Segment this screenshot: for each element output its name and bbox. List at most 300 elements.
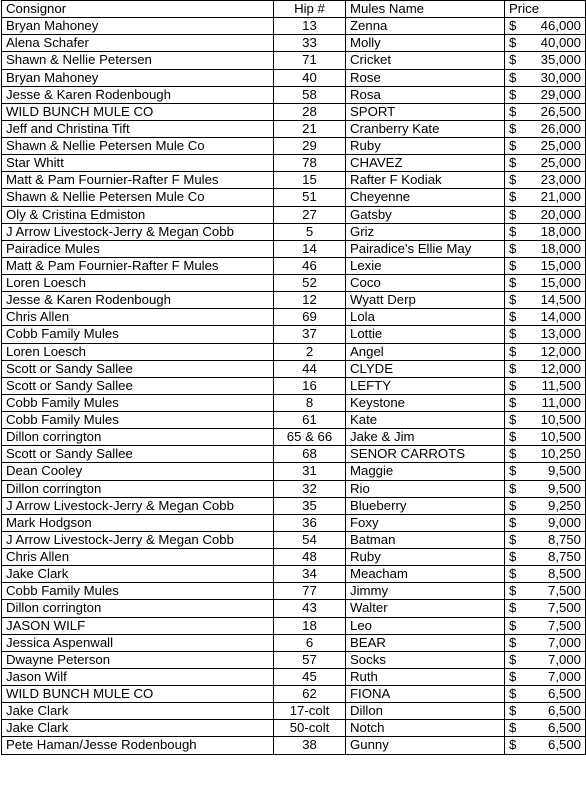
currency-symbol: $ [509, 514, 517, 530]
mule-name-cell: CHAVEZ [346, 155, 505, 172]
mule-name-cell: Lola [346, 309, 505, 326]
price-amount: 30,000 [540, 69, 581, 85]
consignor-cell: Loren Loesch [2, 275, 274, 292]
price-cell [505, 223, 586, 240]
price-amount: 13,000 [540, 326, 581, 342]
hip-cell: 37 [274, 326, 346, 343]
consignor-cell: Jake Clark [2, 720, 274, 737]
table-row [2, 206, 586, 223]
consignor-cell: Scott or Sandy Sallee [2, 446, 274, 463]
mule-name-cell: SPORT [346, 103, 505, 120]
price-cell [505, 737, 586, 754]
consignor-cell: Cobb Family Mules [2, 394, 274, 411]
price-cell [505, 514, 586, 531]
currency-symbol: $ [509, 275, 517, 291]
price-amount: 8,750 [547, 549, 581, 565]
price-amount: 12,000 [540, 343, 581, 359]
mule-name-cell: Jimmy [346, 583, 505, 600]
currency-symbol: $ [509, 703, 517, 719]
currency-symbol: $ [509, 446, 517, 462]
price-amount: 40,000 [540, 35, 581, 51]
price-cell [505, 69, 586, 86]
currency-symbol: $ [509, 412, 517, 428]
hip-cell: 61 [274, 412, 346, 429]
price-cell [505, 240, 586, 257]
table-row [2, 531, 586, 548]
consignor-cell: Chris Allen [2, 549, 274, 566]
hip-cell: 6 [274, 634, 346, 651]
mule-name-cell: Keystone [346, 394, 505, 411]
consignor-cell: Dwayne Peterson [2, 651, 274, 668]
price-cell [505, 103, 586, 120]
price-cell [505, 377, 586, 394]
hip-cell: 40 [274, 69, 346, 86]
hip-cell: 32 [274, 480, 346, 497]
currency-symbol: $ [509, 549, 517, 565]
hip-cell: 21 [274, 120, 346, 137]
price-amount: 10,250 [540, 446, 581, 462]
mule-name-cell: Rosa [346, 86, 505, 103]
currency-symbol: $ [509, 566, 517, 582]
price-cell [505, 446, 586, 463]
hip-cell: 52 [274, 275, 346, 292]
price-cell [505, 155, 586, 172]
currency-symbol: $ [509, 35, 517, 51]
hip-cell: 2 [274, 343, 346, 360]
table-row [2, 326, 586, 343]
mule-name-cell: Maggie [346, 463, 505, 480]
hip-cell: 65 & 66 [274, 429, 346, 446]
hip-cell: 34 [274, 566, 346, 583]
mule-name-cell: Lexie [346, 257, 505, 274]
currency-symbol: $ [509, 138, 517, 154]
price-cell [505, 86, 586, 103]
price-amount: 11,500 [541, 377, 581, 393]
table-row [2, 617, 586, 634]
price-amount: 8,500 [547, 566, 581, 582]
currency-symbol: $ [509, 189, 517, 205]
price-amount: 6,500 [547, 720, 581, 736]
mule-name-cell: Coco [346, 275, 505, 292]
mule-name-cell: Jake & Jim [346, 429, 505, 446]
price-amount: 29,000 [540, 86, 581, 102]
mule-name-cell: Gunny [346, 737, 505, 754]
currency-symbol: $ [509, 172, 517, 188]
hip-cell: 28 [274, 103, 346, 120]
price-amount: 10,500 [540, 429, 581, 445]
mule-name-cell: FIONA [346, 686, 505, 703]
price-cell [505, 138, 586, 155]
currency-symbol: $ [509, 18, 517, 34]
mule-name-cell: Pairadice's Ellie May [346, 240, 505, 257]
currency-symbol: $ [509, 651, 517, 667]
table-row [2, 394, 586, 411]
hip-cell: 12 [274, 292, 346, 309]
price-cell [505, 326, 586, 343]
price-cell [505, 531, 586, 548]
header-mule-name: Mules Name [346, 1, 505, 18]
consignor-cell: Chris Allen [2, 309, 274, 326]
price-amount: 9,500 [547, 463, 581, 479]
price-cell [505, 549, 586, 566]
consignor-cell: Cobb Family Mules [2, 583, 274, 600]
table-row [2, 651, 586, 668]
price-cell [505, 189, 586, 206]
mule-name-cell: BEAR [346, 634, 505, 651]
mule-name-cell: Ruth [346, 668, 505, 685]
mule-name-cell: Zenna [346, 18, 505, 35]
price-amount: 6,500 [547, 737, 581, 753]
hip-cell: 51 [274, 189, 346, 206]
header-hip: Hip # [274, 1, 346, 18]
table-row [2, 720, 586, 737]
price-cell [505, 651, 586, 668]
header-consignor: Consignor [2, 1, 274, 18]
table-row [2, 480, 586, 497]
table-header [2, 1, 586, 18]
price-amount: 7,000 [547, 651, 581, 667]
currency-symbol: $ [509, 86, 517, 102]
hip-cell: 38 [274, 737, 346, 754]
currency-symbol: $ [509, 377, 517, 393]
currency-symbol: $ [509, 463, 517, 479]
mule-name-cell: SENOR CARROTS [346, 446, 505, 463]
consignor-cell: Star Whitt [2, 155, 274, 172]
table-row [2, 292, 586, 309]
hip-cell: 33 [274, 35, 346, 52]
mule-name-cell: Cheyenne [346, 189, 505, 206]
table-row [2, 189, 586, 206]
currency-symbol: $ [509, 617, 517, 633]
currency-symbol: $ [509, 69, 517, 85]
table-row [2, 172, 586, 189]
currency-symbol: $ [509, 737, 517, 753]
mule-name-cell: Wyatt Derp [346, 292, 505, 309]
consignor-cell: Jake Clark [2, 703, 274, 720]
mule-name-cell: Rafter F Kodiak [346, 172, 505, 189]
consignor-cell: Jessica Aspenwall [2, 634, 274, 651]
price-amount: 25,000 [540, 138, 581, 154]
hip-cell: 57 [274, 651, 346, 668]
price-amount: 21,000 [540, 189, 581, 205]
hip-cell: 58 [274, 86, 346, 103]
price-cell [505, 275, 586, 292]
currency-symbol: $ [509, 103, 517, 119]
table-row [2, 343, 586, 360]
hip-cell: 44 [274, 360, 346, 377]
price-cell [505, 480, 586, 497]
table-row [2, 497, 586, 514]
consignor-cell: Dillon corrington [2, 429, 274, 446]
table-row [2, 446, 586, 463]
consignor-cell: Shawn & Nellie Petersen [2, 52, 274, 69]
price-cell [505, 412, 586, 429]
currency-symbol: $ [509, 223, 517, 239]
currency-symbol: $ [509, 292, 517, 308]
mule-name-cell: Gatsby [346, 206, 505, 223]
price-amount: 18,000 [540, 223, 581, 239]
price-cell [505, 292, 586, 309]
price-amount: 26,500 [540, 103, 581, 119]
mule-name-cell: Angel [346, 343, 505, 360]
hip-cell: 16 [274, 377, 346, 394]
price-cell [505, 206, 586, 223]
consignor-cell: Bryan Mahoney [2, 18, 274, 35]
consignor-cell: Scott or Sandy Sallee [2, 377, 274, 394]
table-row [2, 120, 586, 137]
table-row [2, 686, 586, 703]
hip-cell: 14 [274, 240, 346, 257]
price-amount: 26,000 [540, 120, 581, 136]
currency-symbol: $ [509, 394, 517, 410]
hip-cell: 8 [274, 394, 346, 411]
currency-symbol: $ [509, 686, 517, 702]
hip-cell: 48 [274, 549, 346, 566]
consignor-cell: Loren Loesch [2, 343, 274, 360]
mule-name-cell: Walter [346, 600, 505, 617]
mule-name-cell: Griz [346, 223, 505, 240]
hip-cell: 69 [274, 309, 346, 326]
table-row [2, 514, 586, 531]
consignor-cell: Matt & Pam Fournier-Rafter F Mules [2, 257, 274, 274]
mule-name-cell: Foxy [346, 514, 505, 531]
table-row [2, 566, 586, 583]
hip-cell: 36 [274, 514, 346, 531]
consignor-cell: Pete Haman/Jesse Rodenbough [2, 737, 274, 754]
consignor-cell: J Arrow Livestock-Jerry & Megan Cobb [2, 497, 274, 514]
mule-name-cell: Molly [346, 35, 505, 52]
table-row [2, 412, 586, 429]
table-row [2, 549, 586, 566]
price-amount: 46,000 [540, 18, 581, 34]
mule-name-cell: CLYDE [346, 360, 505, 377]
hip-cell: 5 [274, 223, 346, 240]
table-row [2, 737, 586, 754]
table-row [2, 155, 586, 172]
consignor-cell: Jesse & Karen Rodenbough [2, 292, 274, 309]
table-row [2, 52, 586, 69]
price-amount: 7,500 [547, 600, 581, 616]
price-cell [505, 583, 586, 600]
table-row [2, 463, 586, 480]
mule-name-cell: Batman [346, 531, 505, 548]
hip-cell: 31 [274, 463, 346, 480]
price-cell [505, 566, 586, 583]
table-row [2, 634, 586, 651]
mule-name-cell: Meacham [346, 566, 505, 583]
currency-symbol: $ [509, 326, 517, 342]
table-row [2, 377, 586, 394]
table-row [2, 583, 586, 600]
consignor-cell: Scott or Sandy Sallee [2, 360, 274, 377]
currency-symbol: $ [509, 257, 517, 273]
hip-cell: 45 [274, 668, 346, 685]
table-row [2, 86, 586, 103]
table-row [2, 103, 586, 120]
table-row [2, 69, 586, 86]
table-row [2, 703, 586, 720]
currency-symbol: $ [509, 634, 517, 650]
consignor-cell: Matt & Pam Fournier-Rafter F Mules [2, 172, 274, 189]
table-row [2, 275, 586, 292]
price-cell [505, 617, 586, 634]
hip-cell: 68 [274, 446, 346, 463]
mule-name-cell: Notch [346, 720, 505, 737]
hip-cell: 29 [274, 138, 346, 155]
table-row [2, 360, 586, 377]
mule-name-cell: Cricket [346, 52, 505, 69]
hip-cell: 71 [274, 52, 346, 69]
price-amount: 12,000 [540, 360, 581, 376]
price-amount: 15,000 [540, 257, 581, 273]
mule-name-cell: Cranberry Kate [346, 120, 505, 137]
price-cell [505, 172, 586, 189]
currency-symbol: $ [509, 497, 517, 513]
price-amount: 25,000 [540, 155, 581, 171]
consignor-cell: Jake Clark [2, 566, 274, 583]
consignor-cell: J Arrow Livestock-Jerry & Megan Cobb [2, 531, 274, 548]
consignor-cell: Jeff and Christina Tift [2, 120, 274, 137]
currency-symbol: $ [509, 600, 517, 616]
currency-symbol: $ [509, 720, 517, 736]
price-amount: 14,500 [540, 292, 581, 308]
price-cell [505, 360, 586, 377]
table-row [2, 138, 586, 155]
currency-symbol: $ [509, 583, 517, 599]
mule-name-cell: Ruby [346, 549, 505, 566]
hip-cell: 35 [274, 497, 346, 514]
consignor-cell: Cobb Family Mules [2, 412, 274, 429]
price-cell [505, 720, 586, 737]
consignor-cell: Shawn & Nellie Petersen Mule Co [2, 189, 274, 206]
table-row [2, 429, 586, 446]
price-amount: 14,000 [540, 309, 581, 325]
table-row [2, 309, 586, 326]
consignor-cell: Bryan Mahoney [2, 69, 274, 86]
mule-name-cell: Lottie [346, 326, 505, 343]
price-amount: 6,500 [547, 686, 581, 702]
mule-name-cell: Blueberry [346, 497, 505, 514]
consignor-cell: Jesse & Karen Rodenbough [2, 86, 274, 103]
table-row [2, 18, 586, 35]
price-cell [505, 18, 586, 35]
price-amount: 18,000 [540, 240, 581, 256]
table-row [2, 35, 586, 52]
hip-cell: 77 [274, 583, 346, 600]
table-row [2, 257, 586, 274]
price-amount: 23,000 [540, 172, 581, 188]
hip-cell: 18 [274, 617, 346, 634]
table-row [2, 668, 586, 685]
price-amount: 8,750 [547, 531, 581, 547]
consignor-cell: WILD BUNCH MULE CO [2, 103, 274, 120]
consignor-cell: JASON WILF [2, 617, 274, 634]
price-amount: 7,000 [547, 668, 581, 684]
hip-cell: 50-colt [274, 720, 346, 737]
mule-name-cell: Socks [346, 651, 505, 668]
hip-cell: 46 [274, 257, 346, 274]
currency-symbol: $ [509, 120, 517, 136]
price-amount: 7,500 [547, 617, 581, 633]
table-row [2, 223, 586, 240]
consignor-cell: Shawn & Nellie Petersen Mule Co [2, 138, 274, 155]
mule-name-cell: Leo [346, 617, 505, 634]
hip-cell: 62 [274, 686, 346, 703]
consignor-cell: Dillon corrington [2, 600, 274, 617]
price-cell [505, 309, 586, 326]
currency-symbol: $ [509, 206, 517, 222]
price-cell [505, 257, 586, 274]
price-amount: 9,500 [547, 480, 581, 496]
currency-symbol: $ [509, 429, 517, 445]
consignor-cell: Jason Wilf [2, 668, 274, 685]
mule-name-cell: Ruby [346, 138, 505, 155]
consignor-cell: Cobb Family Mules [2, 326, 274, 343]
hip-cell: 17-colt [274, 703, 346, 720]
price-cell [505, 463, 586, 480]
hip-cell: 78 [274, 155, 346, 172]
consignor-cell: Mark Hodgson [2, 514, 274, 531]
currency-symbol: $ [509, 240, 517, 256]
header-price: Price [505, 1, 586, 18]
consignor-cell: Dean Cooley [2, 463, 274, 480]
mule-name-cell: Rose [346, 69, 505, 86]
price-amount: 20,000 [540, 206, 581, 222]
currency-symbol: $ [509, 309, 517, 325]
mule-name-cell: Dillon [346, 703, 505, 720]
currency-symbol: $ [509, 360, 517, 376]
sale-results-table [1, 0, 586, 755]
consignor-cell: Dillon corrington [2, 480, 274, 497]
table-row [2, 600, 586, 617]
price-cell [505, 497, 586, 514]
price-amount: 7,500 [547, 583, 581, 599]
price-cell [505, 600, 586, 617]
currency-symbol: $ [509, 668, 517, 684]
price-cell [505, 634, 586, 651]
table-row [2, 240, 586, 257]
hip-cell: 27 [274, 206, 346, 223]
price-amount: 9,250 [547, 497, 581, 513]
consignor-cell: J Arrow Livestock-Jerry & Megan Cobb [2, 223, 274, 240]
price-cell [505, 686, 586, 703]
currency-symbol: $ [509, 52, 517, 68]
consignor-cell: Alena Schafer [2, 35, 274, 52]
price-amount: 15,000 [540, 275, 581, 291]
consignor-cell: WILD BUNCH MULE CO [2, 686, 274, 703]
price-amount: 9,000 [547, 514, 581, 530]
hip-cell: 54 [274, 531, 346, 548]
price-cell [505, 429, 586, 446]
currency-symbol: $ [509, 155, 517, 171]
mule-name-cell: Rio [346, 480, 505, 497]
currency-symbol: $ [509, 480, 517, 496]
price-cell [505, 120, 586, 137]
header-row [2, 1, 586, 18]
price-amount: 35,000 [540, 52, 581, 68]
price-cell [505, 52, 586, 69]
consignor-cell: Oly & Cristina Edmiston [2, 206, 274, 223]
price-cell [505, 343, 586, 360]
hip-cell: 15 [274, 172, 346, 189]
price-cell [505, 703, 586, 720]
price-cell [505, 394, 586, 411]
hip-cell: 13 [274, 18, 346, 35]
mule-name-cell: Kate [346, 412, 505, 429]
price-cell [505, 668, 586, 685]
price-cell [505, 35, 586, 52]
table-body [2, 18, 586, 754]
